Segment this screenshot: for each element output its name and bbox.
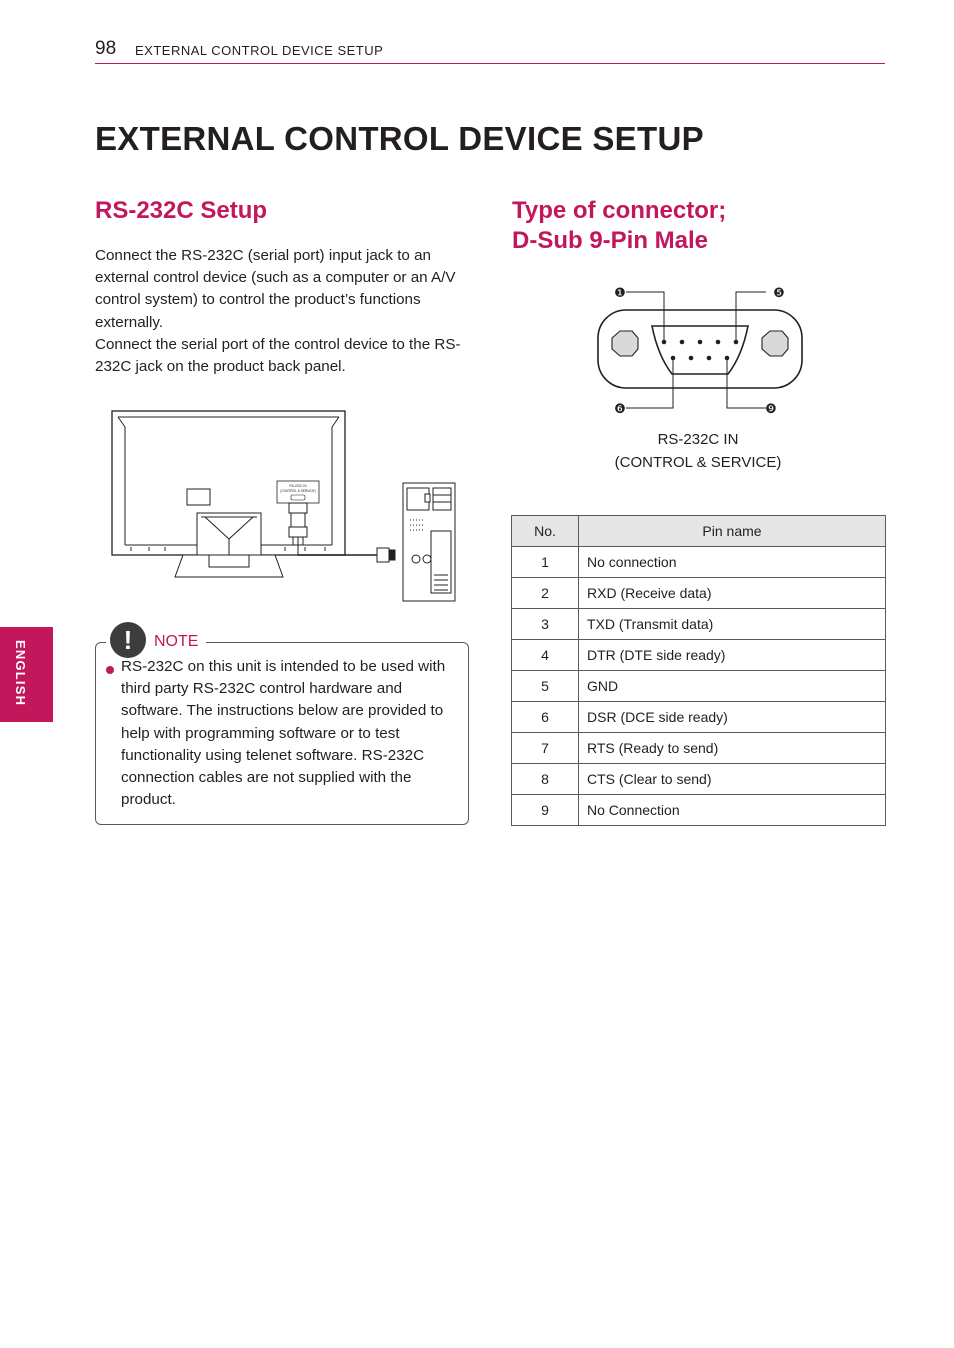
pin-name: DTR (DTE side ready)	[579, 640, 886, 671]
column-header-pin-name: Pin name	[579, 516, 886, 547]
connector-caption	[560, 428, 836, 474]
pin-name: CTS (Clear to send)	[579, 764, 886, 795]
pin-name: RTS (Ready to send)	[579, 733, 886, 764]
table-row	[512, 578, 886, 609]
table-row	[512, 547, 886, 578]
table-row	[512, 702, 886, 733]
pin-name: DSR (DCE side ready)	[579, 702, 886, 733]
pin-number: 9	[512, 795, 579, 826]
table-row	[512, 733, 886, 764]
port-label-line-2: (CONTROL & SERVICE)	[280, 489, 316, 493]
pin-name: RXD (Receive data)	[579, 578, 886, 609]
language-tab-label: ENGLISH	[13, 640, 28, 707]
table-row	[512, 764, 886, 795]
dsub9-connector-diagram	[590, 280, 810, 420]
bullet-icon	[106, 666, 114, 674]
page-number: 98	[95, 38, 117, 59]
section-heading-connector-type	[512, 196, 726, 256]
pc-tower-illustration	[403, 483, 455, 601]
port-label-line-1: RS-232C IN	[289, 484, 307, 488]
callout-pin-9: ❾	[765, 402, 777, 417]
exclamation-icon: !	[110, 622, 146, 658]
table-row	[512, 671, 886, 702]
pin-name: No connection	[579, 547, 886, 578]
setup-paragraph-1: Connect the RS-232C (serial port) input jack to an external control device (such as a computer or an A/V control system) to control the product’s functions externally.	[95, 247, 456, 331]
pin-number: 2	[512, 578, 579, 609]
connector-heading-line-2: D-Sub 9-Pin Male	[512, 227, 709, 254]
setup-paragraph-2: Connect the serial port of the control device to the RS-232C jack on the product back panel.	[95, 335, 461, 376]
pin-number: 8	[512, 764, 579, 795]
tv-pc-connection-diagram	[105, 405, 465, 605]
connector-caption-line-2: (CONTROL & SERVICE)	[614, 454, 782, 471]
callout-pin-6: ❻	[614, 402, 626, 417]
connector-shell	[598, 310, 802, 388]
table-row	[512, 640, 886, 671]
section-heading-rs232c-setup: RS-232C Setup	[95, 197, 268, 224]
callout-pin-5: ❺	[773, 286, 785, 301]
pin-number: 4	[512, 640, 579, 671]
page-header	[95, 38, 885, 64]
pin-name: GND	[579, 671, 886, 702]
pin-number: 7	[512, 733, 579, 764]
pin-assignment-table	[511, 515, 886, 826]
table-row	[512, 609, 886, 640]
tv-rs232c-port	[277, 481, 319, 503]
pin-number: 5	[512, 671, 579, 702]
note-label: NOTE	[154, 633, 199, 650]
running-title: EXTERNAL CONTROL DEVICE SETUP	[135, 43, 384, 58]
table-row	[512, 795, 886, 826]
pin-name: TXD (Transmit data)	[579, 609, 886, 640]
connector-heading-line-1: Type of connector;	[512, 197, 727, 224]
pin-name: No Connection	[579, 795, 886, 826]
serial-cable-illustration	[289, 503, 395, 562]
table-header-row	[512, 516, 886, 547]
note-text: RS-232C on this unit is intended to be used with third party RS-232C control hardware and software. The instructions below are provided to help with programming software or to test functionality using telenet software. RS-232C connection cables are not supplied with the product.	[121, 658, 446, 809]
page-title: EXTERNAL CONTROL DEVICE SETUP	[95, 120, 704, 157]
column-header-no: No.	[512, 516, 579, 547]
note-header	[106, 622, 206, 658]
callout-pin-1: ❶	[614, 286, 626, 301]
pin-number: 3	[512, 609, 579, 640]
pin-number: 1	[512, 547, 579, 578]
connector-caption-line-1: RS-232C IN	[657, 431, 739, 448]
setup-instructions	[95, 245, 475, 378]
pin-number: 6	[512, 702, 579, 733]
